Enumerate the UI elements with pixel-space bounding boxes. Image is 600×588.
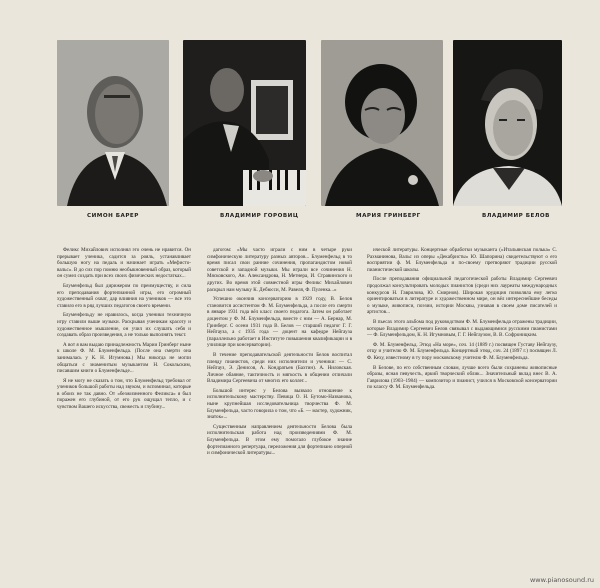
paragraph: После преподавания официальной педагогической работы Владимир Сергеевич продолжал консультировать молодых пианистов (среди них лауреаты международных конкурсов Н. Гаврилова, Ю. Смирнов). Широкая эрудиция позволяла ему легко ориентироваться в литературе и художественном мире, он вёл интереснейшие беседы о музыке, живописи, поэзии, истории Москвы, узнавая в своем доме писателей и артистов...: [367, 276, 557, 316]
portrait-vladimir-horowitz: [183, 40, 306, 206]
portrait-maria-grinberg-image: [321, 40, 443, 206]
text-column-3: [367, 247, 557, 577]
paragraph: В течение преподавательской деятельности Белов воспитал плеяду пианистов, среди них исполнители и ученики: — С. Нейгауз, Э. Денисов, А. Кондратьев (Бахтин). А. Ниловская. Личное обаяние, тактичность и мягкость в общении отличали Владимира Сергеевича от многих его коллег...: [207, 351, 352, 385]
paragraph: Я не могу не сказать о том, что Блуменфельд требовал от учеников большой работы над звуком, и вспоминал, которые в обоих не так давно. От «безжизненного Феликса» я был поражен его глубиной, от его рук ощущал тепло, и с чувством Вашего искусства, свежесть и глубину...: [57, 377, 191, 411]
caption-vladimir-horowitz: ВЛАДИМИР ГОРОВИЦ: [220, 213, 299, 219]
paragraph: Феликс Михайлович исполнял это очень не нравится. Он прерывает ученика, садится за рояль, устанавливает большую ногу на педаль и начинает играть «Мефисто-вальс». В до сих пор помню необыкновенный образ, который он сумел создать при всех своих физических недостатках...: [57, 247, 191, 280]
paragraph: ической литературы. Концертные обработки музыканта («Итальянская полька» С. Рахманинова, Вальс из оперы «Декабристы» Ю. Шапорина) свидетельствуют о его восприятии ф. М. Блуменфельда и по-своему претворяют традиции русской пианистической школы.: [367, 247, 557, 273]
paragraph: Существенным направлением деятельности Белова была исполнительская работа над произведениями Ф. М. Блуменфельда. В этом ему помогало глубокое знание фортепианного репертуара, переложения для фортепиано оперной и симфонической литературы...: [207, 423, 352, 457]
caption-vladimir-belov: ВЛАДИМИР БЕЛОВ: [482, 213, 550, 219]
paragraph: А вот я вам выдаю принадлежность Марии Гринберг ныне к школе Ф. М. Блуменфельда. (После она смерти она занималась у К. Н. Игумнова.) Мы никогда не могли общаться с знаменитым музыкантом Н. Сокольским, писавшим книги о Блуменфельде...: [57, 341, 191, 375]
paragraph: дагогом: «Мы часто играли с ним в четыре руки симфоническую литературу разных авторов... Блуменфельд в то время писал свои ранние сочинения, пропагандистом новой советской и западной музыки. Мы играли все сочинения Н. Мясковского, Ан. Александрова, Н. Метнера, И. Стравинского и других. Во время этой совместной игры Феликс Михайлович раскрыл нам музыку К. Дебюсси, М. Равеля, Ф. Пуленка...»: [207, 247, 352, 293]
portrait-simon-barer-image: [57, 40, 169, 206]
paragraph: В пьесах этого альбома под руководством Ф. М. Блуменфельда отражены традиции, которые Владимир Сергеевич Белов связывал с выдающимися русскими пианистами — Ф. Блуменфельдом, К. Н. Игумновым, Г. Г. Нейгаузом, В. В. Софроницким.: [367, 318, 557, 339]
paragraph: Блуменфельду не нравилось, когда ученики техничную игру ставили выше музыки. Раскрывая ученикам красоту и художественное мышление, он учил их слушать себя и создавать образ произведения, а не только выполнять текст.: [57, 312, 191, 339]
paragraph: Успешно окончив консерваторию в 1929 году, В. Белов становится ассистентом Ф. М. Блуменфельда, а после его смерти в январе 1931 года вёл класс своего педагога. Затем он работает доцентом у Ф. М. Блуменфельда, вместе с ним — А. Бернар, М. Гринберг. С осени 1931 года В. Белов — старший педагог Г. Г. Нейгауза, а с 1935 года — доцент на кафедре Нейгауза (параллельно работает в Институте повышения квалификации и в училище при консерватории).: [207, 296, 352, 349]
portrait-simon-barer: [57, 40, 169, 206]
paragraph: Ф. М. Блуменфельд. Этюд «На море», соч. 14 (1889 г.) посвящен Густаву Нейгаузу, отцу и учителю Ф. М. Блуменфельда. Концертный этюд, соч. 24 (1897 г.) посвящен Л. Ф. Кеху, известному в ту пору московскому учителю Ф. М. Блуменфельда.: [367, 341, 557, 361]
caption-maria-grinberg: МАРИЯ ГРИНБЕРГ: [356, 213, 421, 219]
watermark: www.pianosound.ru: [529, 576, 594, 584]
text-column-2: [207, 247, 352, 577]
paragraph: Большой интерес у Белова вызвало отношение к исполнительскому мастерству. Певица О. Н. Бутомо-Названова, ныне крупнейшая исследовательница творчества Ф. М. Блуменфельда, часто говорила о том, что «Б. — мастер, художник, знаток»...: [207, 387, 352, 421]
paragraph: Блуменфельд был дирижером по преимуществу, и сила его преподавания фортепианной игры, его огромный художественный охват, дар влияния на учеников — все это ставило его в ряд лучших педагогов своего времени.: [57, 282, 191, 309]
paragraph: В Белове, по его собственным словам, лучше всего были сохранены живописные образы, ясная певучесть, яркий творческий облик... Значительный вклад внес В. А. Гаврилова (1903–1984) — композитор и пианист, учился в Московской консерватории по классу Ф. М. Блуменфельда.: [367, 364, 557, 391]
text-column-1: [57, 247, 191, 577]
caption-simon-barer: СИМОН БАРЕР: [87, 213, 139, 219]
portrait-vladimir-horowitz-image: [183, 40, 306, 206]
portrait-vladimir-belov-image: [453, 40, 562, 206]
portrait-vladimir-belov: [453, 40, 562, 206]
portrait-maria-grinberg: [321, 40, 443, 206]
